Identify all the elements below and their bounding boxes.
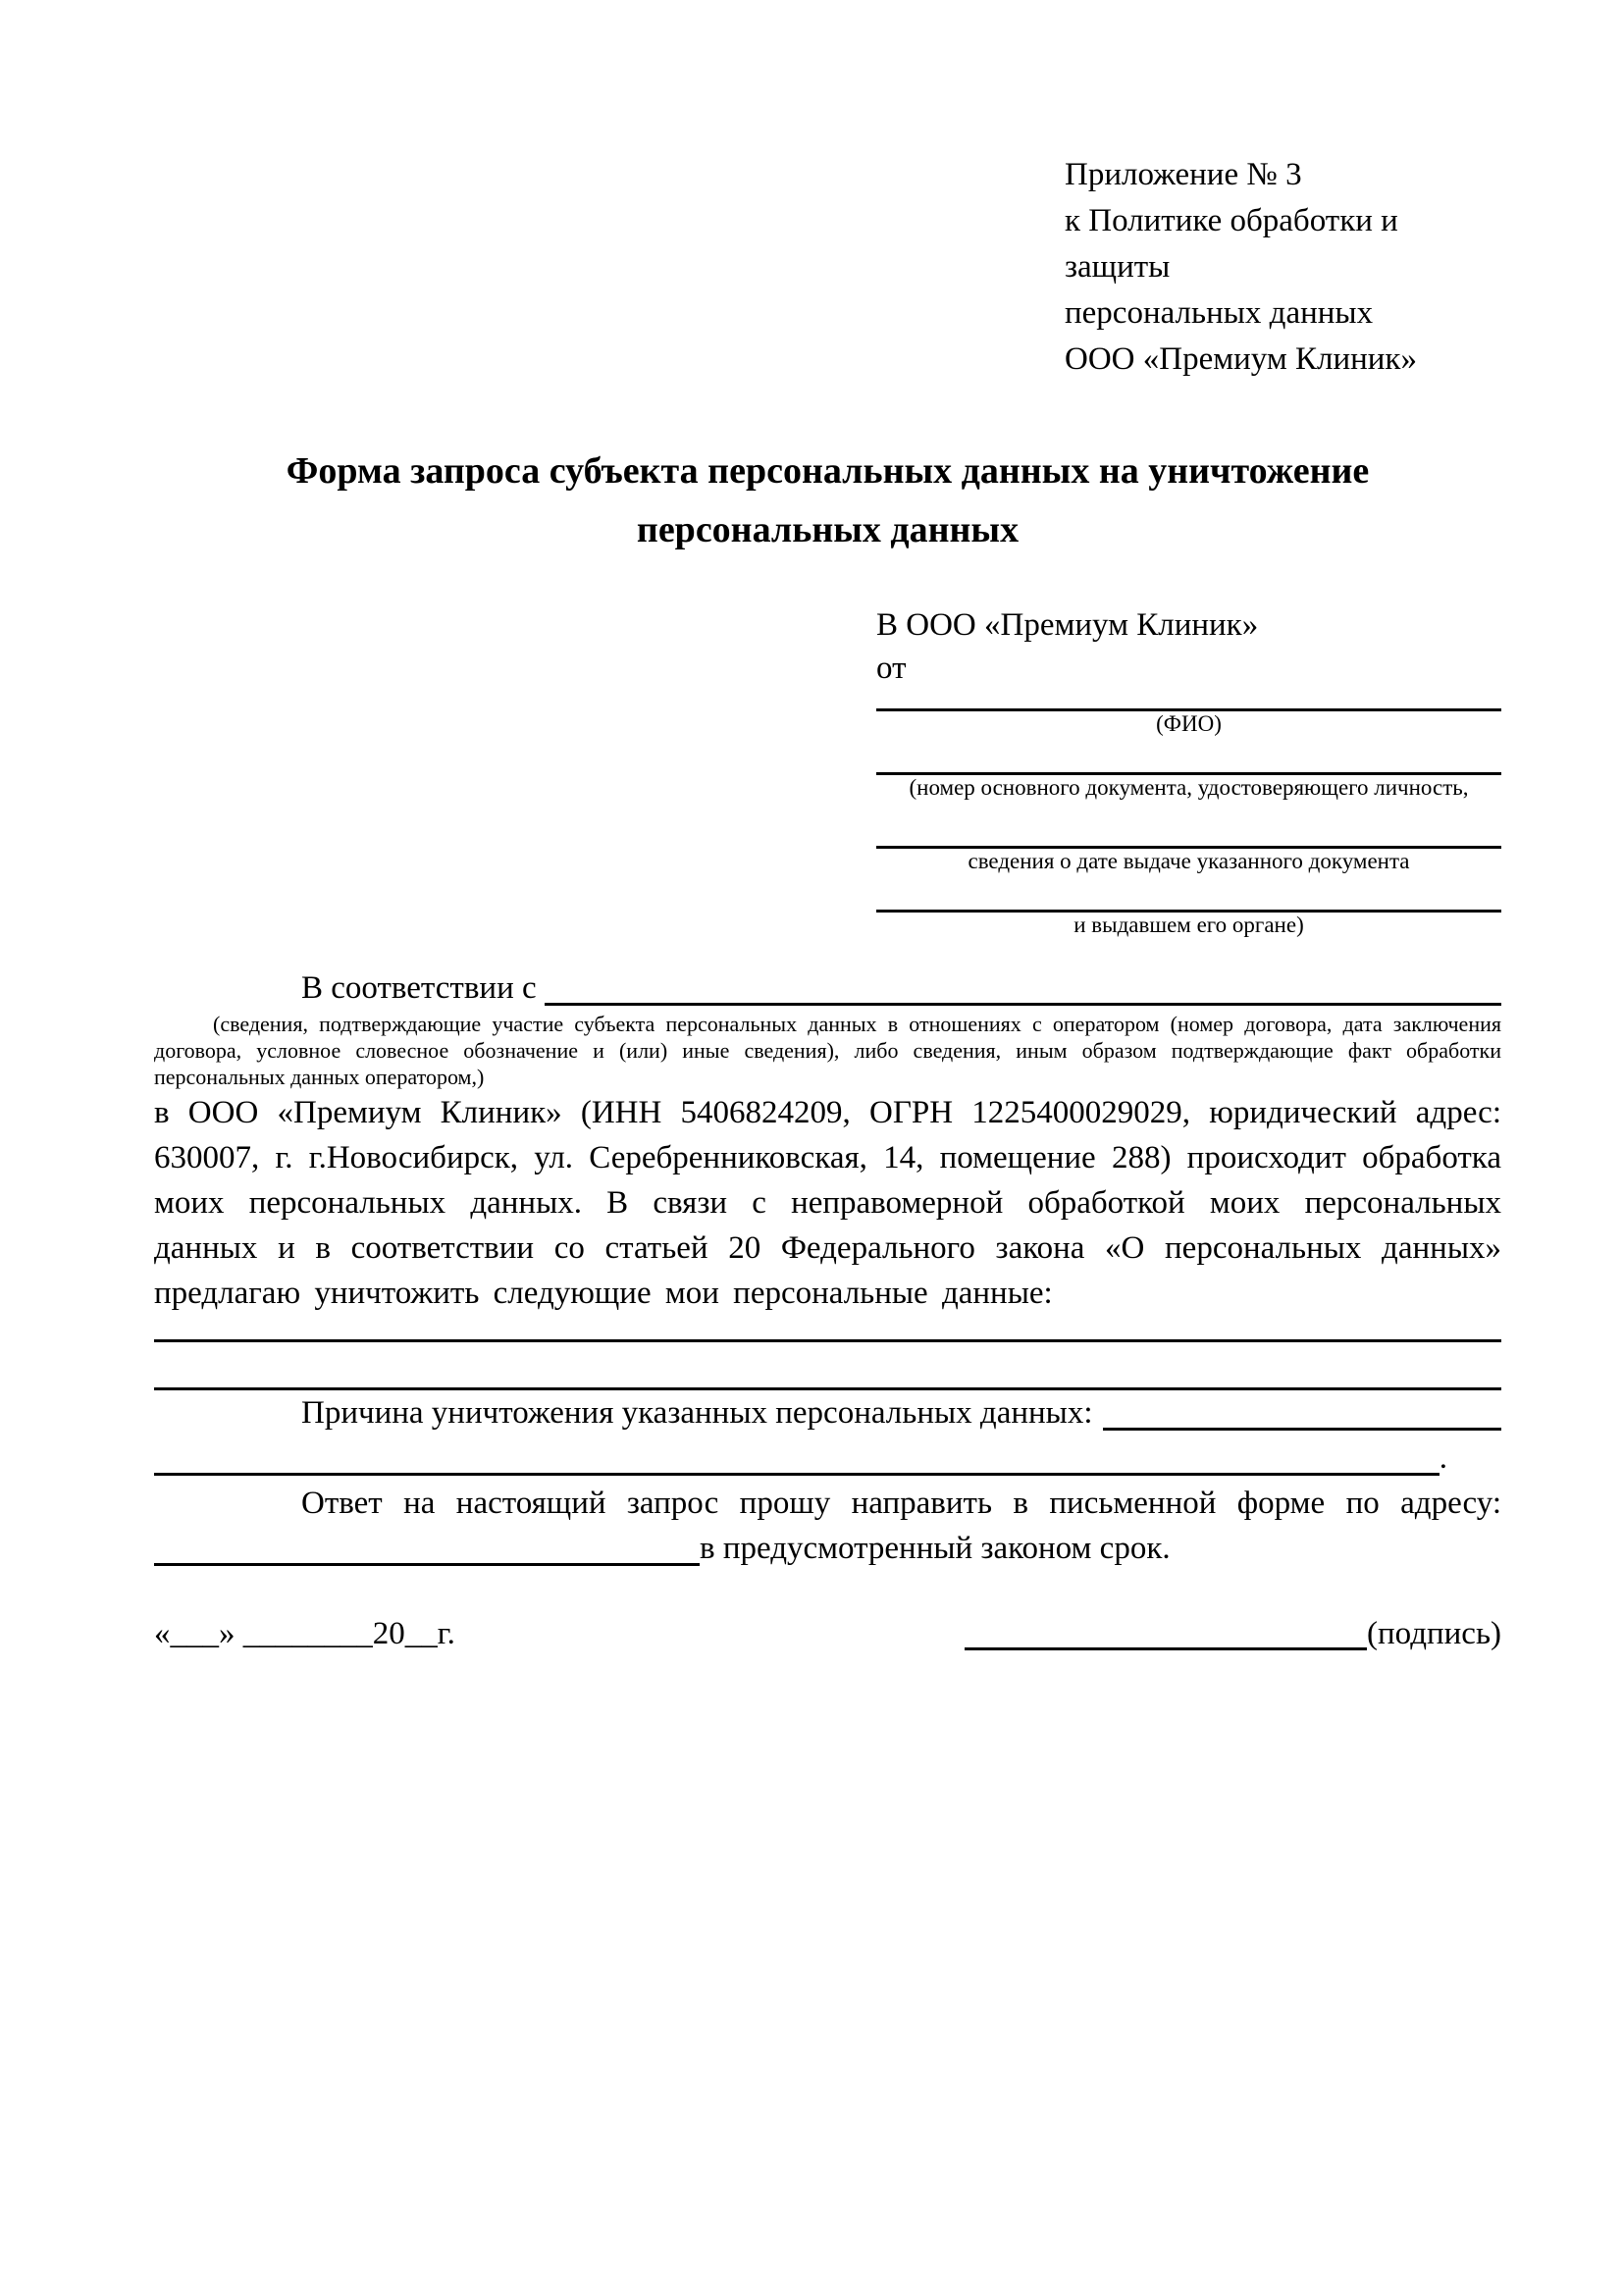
address-row	[154, 1526, 1501, 1571]
main-paragraph: в ООО «Премиум Клиник» (ИНН 5406824209, ОГРН 1225400029029, юридический адрес: 630007, г. г.Новосибирск, ул. Серебренниковская, 14, помещение 288) происходит обработка моих персональных данных. В связи с неправомерной обработкой моих персональных данных и в соответствии со статьей 20 Федерального закона «О персональных данных» предлагаю уничтожить следующие мои персональные данные:	[154, 1095, 1501, 1311]
fio-blank-line	[876, 689, 1501, 711]
doc-issuer-blank-line	[876, 874, 1501, 913]
accordance-blank-line	[545, 965, 1501, 1006]
accordance-label: В соответствии с	[301, 970, 537, 1006]
appendix-note-line: ООО «Премиум Клиник»	[1065, 341, 1417, 377]
appendix-note	[1065, 152, 1501, 383]
signature-caption: (подпись)	[1367, 1616, 1501, 1651]
reason-row	[154, 1390, 1501, 1435]
page-title	[154, 442, 1501, 559]
sentence-period: .	[1439, 1440, 1447, 1476]
signature-group	[965, 1610, 1501, 1657]
reason-continuation-row	[154, 1435, 1501, 1481]
appendix-note-line: к Политике обработки и защиты	[1065, 203, 1398, 285]
reason-label: Причина уничтожения указанных персональных данных:	[301, 1395, 1093, 1431]
doc-issue-date-caption: сведения о дате выдаче указанного документа	[968, 849, 1410, 873]
response-tail: в предусмотренный законом срок.	[700, 1531, 1171, 1566]
page-title-line-2: персональных данных	[636, 509, 1020, 550]
accordance-note: (сведения, подтверждающие участие субъекта персональных данных в отношениях с оператором (номер договора, дата заключения договора, условное словесное обозначение и (или) иные сведения), либо сведения, иным образом подтверждающие факт обработки персональных данных оператором,)	[154, 1012, 1501, 1089]
response-request: Ответ на настоящий запрос прошу направить в письменной форме по адресу:	[301, 1486, 1501, 1521]
appendix-note-line: персональных данных	[1065, 295, 1374, 331]
doc-issue-date-blank-line	[876, 801, 1501, 849]
personal-data-blank-line-1	[154, 1316, 1501, 1342]
footer-row	[154, 1610, 1501, 1657]
recipient-organization: В ООО «Премиум Клиник»	[876, 607, 1259, 643]
recipient-from-label: от	[876, 651, 907, 686]
fio-caption: (ФИО)	[1156, 711, 1222, 736]
accordance-row	[154, 965, 1501, 1011]
reason-continuation-blank-line	[154, 1473, 1440, 1476]
signature-blank-line	[965, 1647, 1367, 1650]
page-title-line-1: Форма запроса субъекта персональных данных на уничтожение	[286, 450, 1370, 492]
date-line: «___» ________20__г.	[154, 1616, 455, 1651]
address-blank-line	[154, 1526, 700, 1566]
doc-number-blank-line	[876, 737, 1501, 775]
recipient-block	[876, 602, 1501, 938]
paragraph-indent	[154, 965, 301, 1011]
personal-data-blank-line-2	[154, 1342, 1501, 1390]
doc-issuer-caption: и выдавшем его органе)	[1073, 913, 1304, 937]
reason-blank-line	[1103, 1428, 1501, 1431]
appendix-note-line: Приложение № 3	[1065, 157, 1302, 192]
doc-number-caption: (номер основного документа, удостоверяющего личность,	[909, 775, 1469, 800]
